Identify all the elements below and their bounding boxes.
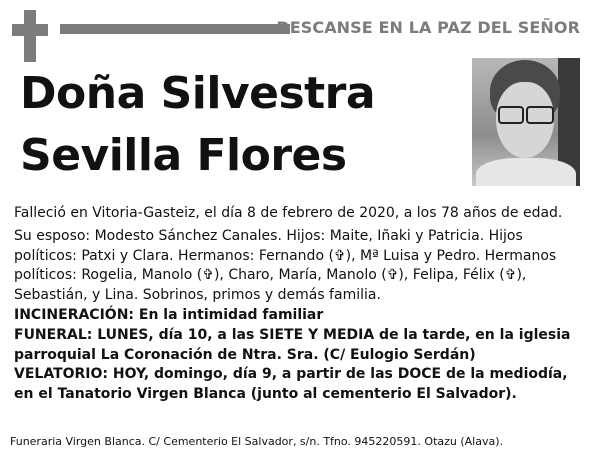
deceased-photo <box>472 58 580 186</box>
cremation-info: INCINERACIÓN: En la intimidad familiar <box>14 306 324 323</box>
deceased-name-line1: Doña Silvestra <box>20 68 376 119</box>
death-notice: Falleció en Vitoria-Gasteiz, el día 8 de febrero de 2020, a los 78 años de edad. <box>14 205 563 221</box>
obituary-body <box>14 204 586 405</box>
cross-icon <box>12 10 48 62</box>
wake-info: VELATORIO: HOY, domingo, día 9, a partir de las DOCE de la mediodía, en el Tanatorio Virgen Blanca (junto al cementerio El Salvador). <box>14 366 568 403</box>
header-rule <box>60 24 290 34</box>
family-list: Su esposo: Modesto Sánchez Canales. Hijos: Maite, Iñaki y Patricia. Hijos políticos: Patxi y Clara. Hermanos: Fernando (✞), Mª Luisa y Pedro. Hermanos políticos: Rogelia, Manolo (✞), Charo, María, Manolo (✞), Felipa, Félix (✞), Sebastián, y Lina. Sobrinos, primos y demás familia. <box>14 227 557 304</box>
funeral-home-footer: Funeraria Virgen Blanca. C/ Cementerio El Salvador, s/n. Tfno. 945220591. Otazu (Alava). <box>10 435 504 448</box>
funeral-info: FUNERAL: LUNES, día 10, a las SIETE Y MEDIA de la tarde, en la iglesia parroquial La Coronación de Ntra. Sra. (C/ Eulogio Serdán) <box>14 326 571 363</box>
header-title: DESCANSE EN LA PAZ DEL SEÑOR <box>276 18 580 37</box>
deceased-name-line2: Sevilla Flores <box>20 130 347 181</box>
